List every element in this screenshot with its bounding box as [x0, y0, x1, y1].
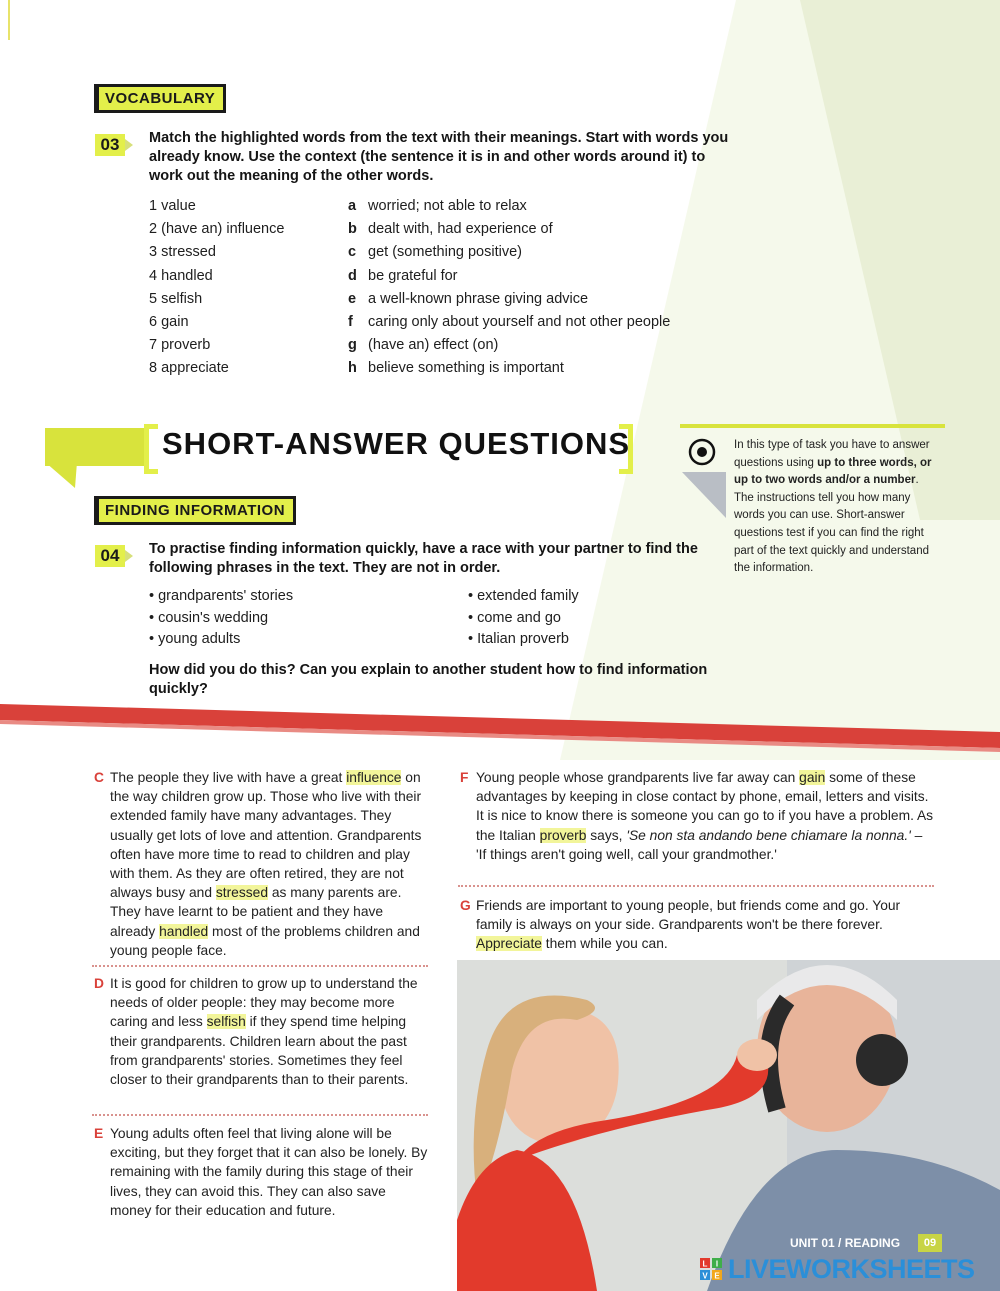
bullet-item: • Italian proverb: [468, 631, 569, 647]
vocab-meaning-item: [348, 220, 553, 238]
vocab-number: 3: [149, 244, 158, 261]
vocab-meaning-item: [348, 290, 588, 308]
footer-section: READING: [844, 1236, 901, 1250]
liveworksheets-logo-icon: [700, 1258, 722, 1280]
vocab-meaning: get (something positive): [368, 244, 522, 261]
italian-quote: 'Se non sta andando bene chiamare la nonna.': [626, 827, 911, 843]
vocab-letter: e: [348, 290, 357, 307]
paragraph-letter: D: [94, 976, 104, 991]
bullet-text: cousin's wedding: [158, 609, 269, 626]
highlighted-word: handled: [159, 923, 209, 939]
paragraph-text: – 'If things aren't going well, call your grandmother.': [476, 827, 923, 862]
vocab-word-item: [149, 267, 213, 285]
bullet-text: young adults: [158, 631, 241, 647]
right-bracket: [619, 424, 633, 474]
vocab-meaning: be grateful for: [368, 267, 458, 284]
vocab-meaning: dealt with, had experience of: [368, 221, 553, 238]
finding-information-label: FINDING INFORMATION: [94, 496, 296, 525]
paragraph-text: as many parents are. They have learnt to be patient and they have already: [110, 885, 402, 939]
bullet-item: • young adults: [149, 631, 241, 647]
vocab-letter: b: [348, 221, 357, 238]
paragraph-text: says,: [586, 827, 627, 843]
exercise-number-03: 03: [95, 134, 125, 156]
vocab-number: 7: [149, 337, 158, 354]
vocab-word-item: [149, 197, 196, 215]
logo-letter: V: [702, 1271, 708, 1280]
paragraph-text: It is good for children to grow up to understand the needs of older people: they may become more caring and less: [110, 976, 418, 1030]
vocab-word: (have an) influence: [161, 221, 285, 238]
vocab-number: 6: [149, 314, 158, 330]
vocab-meaning-item: [348, 313, 670, 331]
vocab-meaning-item: [348, 336, 498, 354]
vocab-meaning: worried; not able to relax: [368, 198, 527, 214]
vocab-word-item: [149, 336, 210, 354]
highlighted-word: proverb: [539, 827, 587, 843]
vocab-meaning: (have an) effect (on): [368, 337, 499, 354]
vocab-meaning-item: [348, 197, 527, 215]
dotted-divider: [458, 885, 934, 887]
vocab-letter: h: [348, 360, 357, 377]
liveworksheets-watermark: LIVEWORKSHEETS: [728, 1254, 975, 1284]
paragraph-letter: E: [94, 1126, 104, 1141]
tip-top-rule: [680, 424, 945, 428]
vocab-word-item: [149, 220, 284, 238]
paragraph-text: if they spend time helping their grandparents. Children learn about the past from grandparents' stories. Sometimes they feel closer to their grandparents than to their parents.: [110, 1014, 409, 1088]
left-bracket: [144, 424, 158, 474]
tip-text-bold: up to three words, or up to two words and/or a number: [734, 456, 932, 487]
vocabulary-label: VOCABULARY: [94, 84, 226, 113]
paragraph-text: some of these advantages by keeping in close contact by phone, email, letters and visits. It is nice to know there is someone you can go to if you have a problem. As the Italian: [476, 770, 934, 843]
bullet-item: • come and go: [468, 609, 561, 626]
vocab-word: gain: [161, 314, 189, 330]
finding-question: How did you do this? Can you explain to another student how to find information quickly?: [149, 662, 708, 697]
vocab-word: appreciate: [161, 360, 229, 377]
paragraph-text: Friends are important to young people, but friends come and go. Your family is always on your side. Grandparents won't be there forever.: [476, 898, 901, 933]
paragraph-d: [94, 974, 428, 1089]
bullet-item: • extended family: [468, 588, 579, 604]
paragraph-text: The people they live with have a great: [110, 770, 347, 785]
vocab-number: 2: [149, 221, 158, 238]
bullet-item: • grandparents' stories: [149, 588, 294, 604]
vocab-letter: a: [348, 198, 357, 214]
footer-unit-label: UNIT 01 / READING: [790, 1236, 901, 1250]
vocab-meaning-item: [348, 267, 458, 285]
dotted-divider: [92, 965, 428, 967]
target-icon: [688, 438, 716, 466]
paragraph-letter: G: [460, 898, 471, 913]
paragraph-text: on the way children grow up. Those who live with their extended family have many advantages. They usually get lots of love and attention. Grandparents often have more time to read to children and play with them. As they are often retired, they are not always busy and: [110, 770, 422, 901]
vocab-meaning: believe something is important: [368, 360, 564, 377]
tip-text: [734, 437, 934, 578]
vocab-number: 4: [149, 267, 158, 284]
footer-unit: UNIT 01: [790, 1236, 835, 1250]
title-bar-accent: [45, 428, 145, 466]
vocab-letter: d: [348, 267, 357, 284]
finding-instructions: To practise finding information quickly, have a race with your partner to find the following phrases in the text. They are not in order.: [149, 541, 698, 576]
title-arrow-shape: [45, 462, 77, 490]
paragraph-f: [460, 768, 936, 864]
logo-letter: L: [702, 1259, 708, 1269]
bullet-item: • cousin's wedding: [149, 609, 269, 626]
exercise-number-04: 04: [95, 545, 125, 567]
paragraph-letter: F: [460, 770, 469, 785]
vocab-word: handled: [161, 267, 213, 284]
vocab-letter: g: [348, 337, 357, 354]
vocab-number: 1: [149, 198, 158, 214]
highlighted-word: selfish: [206, 1014, 246, 1030]
highlighted-word: Appreciate: [476, 936, 542, 952]
vocab-letter: c: [348, 244, 357, 261]
bullet-text: Italian proverb: [477, 631, 569, 647]
vocabulary-instructions: Match the highlighted words from the text with their meanings. Start with words you already know. Use the context (the sentence it is in and other words around it) to work out the meaning of the other words.: [149, 130, 729, 184]
vocab-word-item: [149, 243, 216, 261]
vocab-word-item: [149, 290, 202, 308]
vocab-number: 8: [149, 360, 158, 377]
highlighted-word: gain: [799, 770, 826, 785]
bullet-list-right: [468, 586, 579, 651]
paragraph-text: Young adults often feel that living alone will be exciting, but they forget that it can also be lonely. By remaining with the family during this stage of their lives, they can avoid this. They can also save money for their education and future.: [110, 1126, 428, 1218]
vocab-word-item: [149, 359, 229, 377]
paragraph-g: [460, 896, 936, 954]
corner-mark: [8, 0, 10, 40]
red-divider-band: [0, 702, 1000, 752]
vocab-word: stressed: [161, 244, 216, 261]
logo-letter: E: [714, 1271, 720, 1280]
bullet-text: come and go: [477, 609, 561, 626]
paragraph-c: [94, 768, 430, 960]
tip-text-part-1: In this type of task you have to answer questions using: [734, 439, 930, 469]
bullet-text: grandparents' stories: [158, 588, 294, 604]
short-answer-title: [140, 424, 640, 468]
paragraph-text: Young people whose grandparents live far away can: [476, 770, 800, 785]
vocab-letter: f: [348, 314, 353, 330]
vocab-meaning-item: [348, 359, 564, 377]
highlighted-word: influence: [346, 770, 402, 785]
paragraph-e: [94, 1124, 428, 1220]
vocab-meaning-item: [348, 243, 522, 261]
vocab-meaning: a well-known phrase giving advice: [368, 290, 589, 307]
paragraph-text: most of the problems children and young people face.: [110, 923, 420, 958]
short-answer-title-text: SHORT-ANSWER QUESTIONS: [162, 426, 631, 461]
vocab-word: value: [161, 198, 196, 214]
highlighted-word: stressed: [215, 885, 268, 901]
vocab-number: 5: [149, 290, 158, 307]
page-number: 09: [918, 1234, 942, 1252]
bullet-list-left: [149, 586, 293, 651]
logo-letter: I: [715, 1259, 719, 1269]
paragraph-letter: C: [94, 770, 104, 785]
vocab-meaning: caring only about yourself and not other people: [368, 314, 671, 330]
paragraph-text: them while you can.: [541, 936, 668, 952]
dotted-divider: [92, 1114, 428, 1116]
vocab-word: selfish: [161, 290, 203, 307]
vocab-word: proverb: [161, 337, 211, 354]
bullet-text: extended family: [477, 588, 579, 604]
tip-text-part-3: . The instructions tell you how many words you can use. Short-answer questions test if you can find the right part of the text quickly and understand the information.: [734, 474, 929, 575]
vocab-word-item: [149, 313, 189, 331]
tip-corner-shape: [682, 472, 726, 518]
